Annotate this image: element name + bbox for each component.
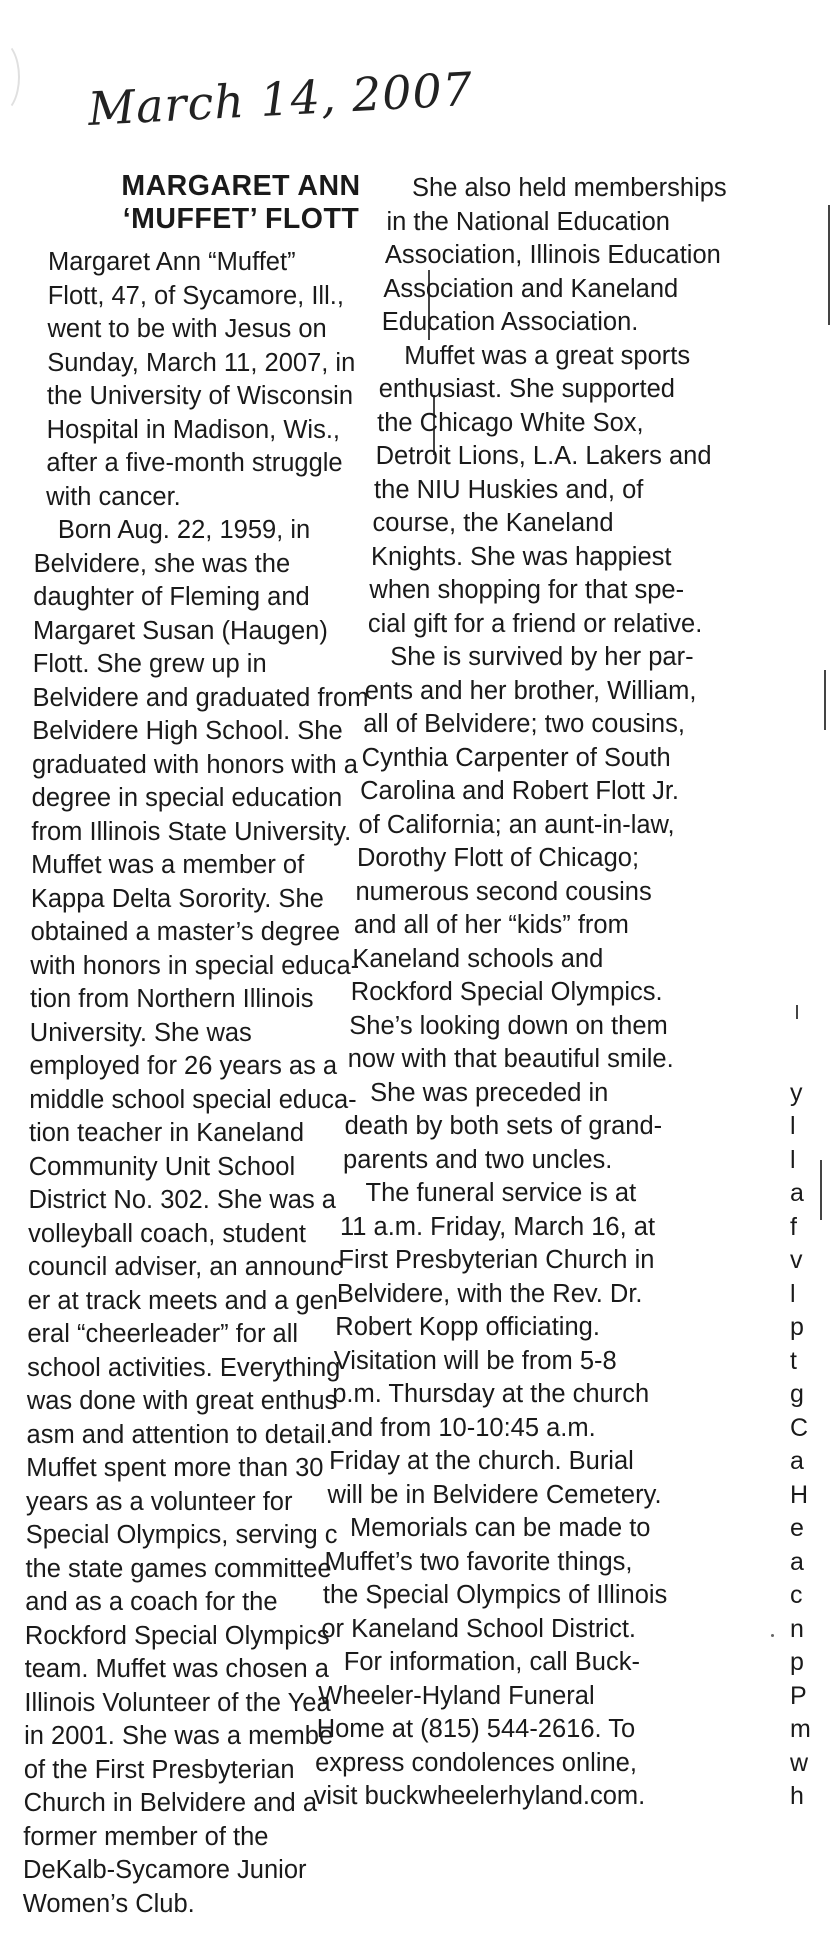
text-line: Muffet was a great sports	[404, 341, 691, 370]
text-line: Association and Kaneland	[383, 274, 679, 303]
fragment-letter: C	[790, 1413, 809, 1442]
text-line: the NIU Huskies and, of	[374, 475, 644, 504]
text-line: Community Unit School	[28, 1152, 296, 1181]
text-line: school activities. Everything	[27, 1353, 341, 1382]
text-line: She also held memberships	[412, 174, 727, 202]
text-line: Special Olympics, serving c	[25, 1521, 338, 1549]
text-line: graduated with honors with a	[31, 750, 358, 779]
text-line: and from 10-10:45 a.m.	[330, 1413, 596, 1442]
text-line: team. Muffet was chosen a	[24, 1655, 329, 1683]
fragment-letter: t	[790, 1346, 797, 1375]
text-line: University. She was	[29, 1018, 252, 1047]
text-line: First Presbyterian Church in	[338, 1246, 655, 1274]
fragment-letter: e	[790, 1514, 804, 1542]
text-line: Dorothy Flott of Chicago;	[357, 844, 640, 872]
text-line: Muffet spent more than 30	[26, 1454, 324, 1482]
text-line: p.m. Thursday at the church	[332, 1380, 650, 1408]
text-line: Margaret Susan (Haugen)	[33, 616, 328, 645]
text-line: eral “cheerleader” for all	[27, 1320, 299, 1348]
text-line: Belvidere, with the Rev. Dr.	[336, 1279, 643, 1308]
fragment-letter: H	[790, 1480, 809, 1509]
text-line: Visitation will be from 5-8	[333, 1346, 617, 1375]
text-line: death by both sets of grand-	[344, 1112, 663, 1140]
fragment-letter: l	[790, 1112, 796, 1140]
text-line: DeKalb-Sycamore Junior	[23, 1856, 307, 1884]
text-line: parents and two uncles.	[343, 1145, 613, 1174]
text-line: Church in Belvidere and a	[23, 1789, 318, 1817]
title-line-1: MARGARET ANN	[121, 170, 361, 202]
text-line: Illinois Volunteer of the Yea	[24, 1688, 331, 1717]
text-line: the state games committee	[25, 1554, 332, 1583]
text-line: council adviser, an announc	[27, 1253, 343, 1281]
text-line: numerous second cousins	[355, 877, 652, 906]
text-line: Robert Kopp officiating.	[335, 1313, 600, 1341]
text-line: Rockford Special Olympics.	[350, 978, 663, 1006]
fragment-letter: a	[790, 1179, 804, 1207]
text-line: 11 a.m. Friday, March 16, at	[339, 1212, 656, 1241]
text-line: went to be with Jesus on	[47, 315, 327, 343]
fragment-letter: w	[790, 1748, 809, 1777]
text-line: enthusiast. She supported	[378, 375, 675, 403]
text-line: years as a volunteer for	[26, 1487, 293, 1516]
text-line: Wheeler-Hyland Funeral	[318, 1681, 595, 1710]
obituary-title	[66, 170, 416, 236]
text-line: Hospital in Madison, Wis.,	[46, 415, 341, 444]
text-line: Home at (815) 544-2616. To	[316, 1715, 636, 1743]
text-line: of California; an aunt-in-law,	[358, 810, 675, 839]
text-line: cial gift for a friend or relative.	[367, 609, 703, 638]
text-line: The funeral service is at	[365, 1179, 637, 1207]
text-line: all of Belvidere; two cousins,	[363, 710, 685, 738]
fragment-letter: l	[790, 1279, 796, 1308]
text-line: was done with great enthus	[26, 1387, 338, 1415]
text-line: daughter of Fleming and	[33, 583, 310, 611]
obituary-column-right	[313, 172, 828, 1814]
text-line: er at track meets and a gen	[27, 1286, 339, 1315]
text-line: obtained a master’s degree	[30, 918, 341, 946]
text-line: when shopping for that spe-	[369, 576, 685, 604]
text-line: She is survived by her par-	[390, 643, 694, 671]
text-line: tion teacher in Kaneland	[28, 1119, 305, 1147]
text-line: Kappa Delta Sorority. She	[30, 884, 324, 913]
handwritten-date: March 14, 2007	[86, 61, 475, 136]
text-line: in the National Education	[386, 207, 670, 236]
text-line: Belvidere and graduated from	[32, 683, 369, 712]
text-line: She was preceded in	[370, 1078, 609, 1107]
text-line: Belvidere, she was the	[33, 549, 291, 578]
text-line: Muffet’s two favorite things,	[324, 1547, 633, 1576]
text-line: now with that beautiful smile.	[347, 1045, 674, 1073]
text-line: Memorials can be made to	[350, 1514, 651, 1542]
text-line: Friday at the church. Burial	[329, 1447, 634, 1475]
text-line: employed for 26 years as a	[29, 1052, 338, 1080]
fragment-letter: p	[790, 1648, 804, 1676]
text-line: District No. 302. She was a	[28, 1186, 336, 1214]
text-line: For information, call Buck-	[343, 1648, 640, 1676]
text-line: and all of her “kids” from	[353, 911, 629, 939]
text-line: Women’s Club.	[22, 1889, 195, 1918]
text-line: Cynthia Carpenter of South	[361, 743, 671, 772]
fragment-letter: f	[790, 1212, 797, 1241]
fragment-letter: a	[790, 1447, 804, 1475]
text-line: Kaneland schools and	[352, 944, 604, 973]
text-line: after a five-month struggle	[46, 449, 343, 477]
text-line: and as a coach for the	[25, 1588, 278, 1616]
text-line: express condolences online,	[315, 1748, 637, 1777]
text-line: the Chicago White Sox,	[377, 408, 644, 437]
text-line: Margaret Ann “Muffet”	[48, 248, 296, 276]
text-line: volleyball coach, student	[28, 1219, 307, 1248]
text-line: Carolina and Robert Flott Jr.	[360, 777, 680, 805]
text-line: tion from Northern Illinois	[30, 985, 314, 1013]
fragment-letter: c	[790, 1581, 803, 1609]
text-line: visit buckwheelerhyland.com.	[313, 1782, 646, 1810]
text-line: Belvidere High School. She	[32, 717, 343, 745]
text-line: middle school special educa-	[29, 1085, 357, 1114]
text-line: Education Association.	[381, 308, 639, 336]
text-line: or Kaneland School District.	[321, 1614, 637, 1643]
text-line: Knights. She was happiest	[370, 542, 672, 571]
text-line: Flott, 47, of Sycamore, Ill.,	[47, 281, 344, 310]
text-line: Association, Illinois Education	[384, 241, 721, 269]
fragment-letter: P	[790, 1681, 807, 1710]
text-line: the University of Wisconsin	[46, 382, 354, 410]
text-line: She’s looking down on them	[349, 1011, 668, 1040]
text-line: in 2001. She was a membe	[24, 1722, 334, 1750]
text-line: from Illinois State University.	[31, 817, 352, 846]
text-line: course, the Kaneland	[372, 509, 614, 537]
fragment-letter: y	[790, 1078, 803, 1107]
fragment-letter: v	[790, 1246, 803, 1274]
fragment-letter: h	[790, 1782, 804, 1810]
fragment-letter: p	[790, 1313, 804, 1341]
text-line: Born Aug. 22, 1959, in	[57, 516, 311, 544]
text-line: asm and attention to detail.	[26, 1420, 333, 1449]
fragment-letter: g	[790, 1380, 804, 1408]
text-line: Rockford Special Olympics	[24, 1621, 330, 1650]
fragment-letter: l	[790, 1145, 796, 1174]
text-line: with cancer.	[46, 482, 181, 511]
fragment-letter: a	[790, 1547, 804, 1576]
text-line: ents and her brother, William,	[364, 676, 697, 705]
text-line: Detroit Lions, L.A. Lakers and	[375, 442, 712, 470]
text-line: with honors in special educa-	[30, 951, 360, 980]
title-line-2: ‘MUFFET’ FLOTT	[122, 203, 360, 235]
scan-artifact	[0, 40, 20, 114]
text-line: Sunday, March 11, 2007, in	[47, 348, 356, 377]
fragment-letter: m	[790, 1715, 811, 1743]
text-line: Muffet was a member of	[31, 851, 305, 879]
text-line: degree in special education	[31, 784, 343, 812]
text-line: will be in Belvidere Cemetery.	[327, 1480, 662, 1509]
text-line: Flott. She grew up in	[32, 650, 267, 678]
fragment-letter: n	[790, 1614, 804, 1643]
adjacent-column-fragment	[790, 0, 830, 1957]
text-line: former member of the	[23, 1822, 269, 1851]
text-line: the Special Olympics of Illinois	[322, 1581, 668, 1609]
text-line: of the First Presbyterian	[23, 1755, 295, 1784]
